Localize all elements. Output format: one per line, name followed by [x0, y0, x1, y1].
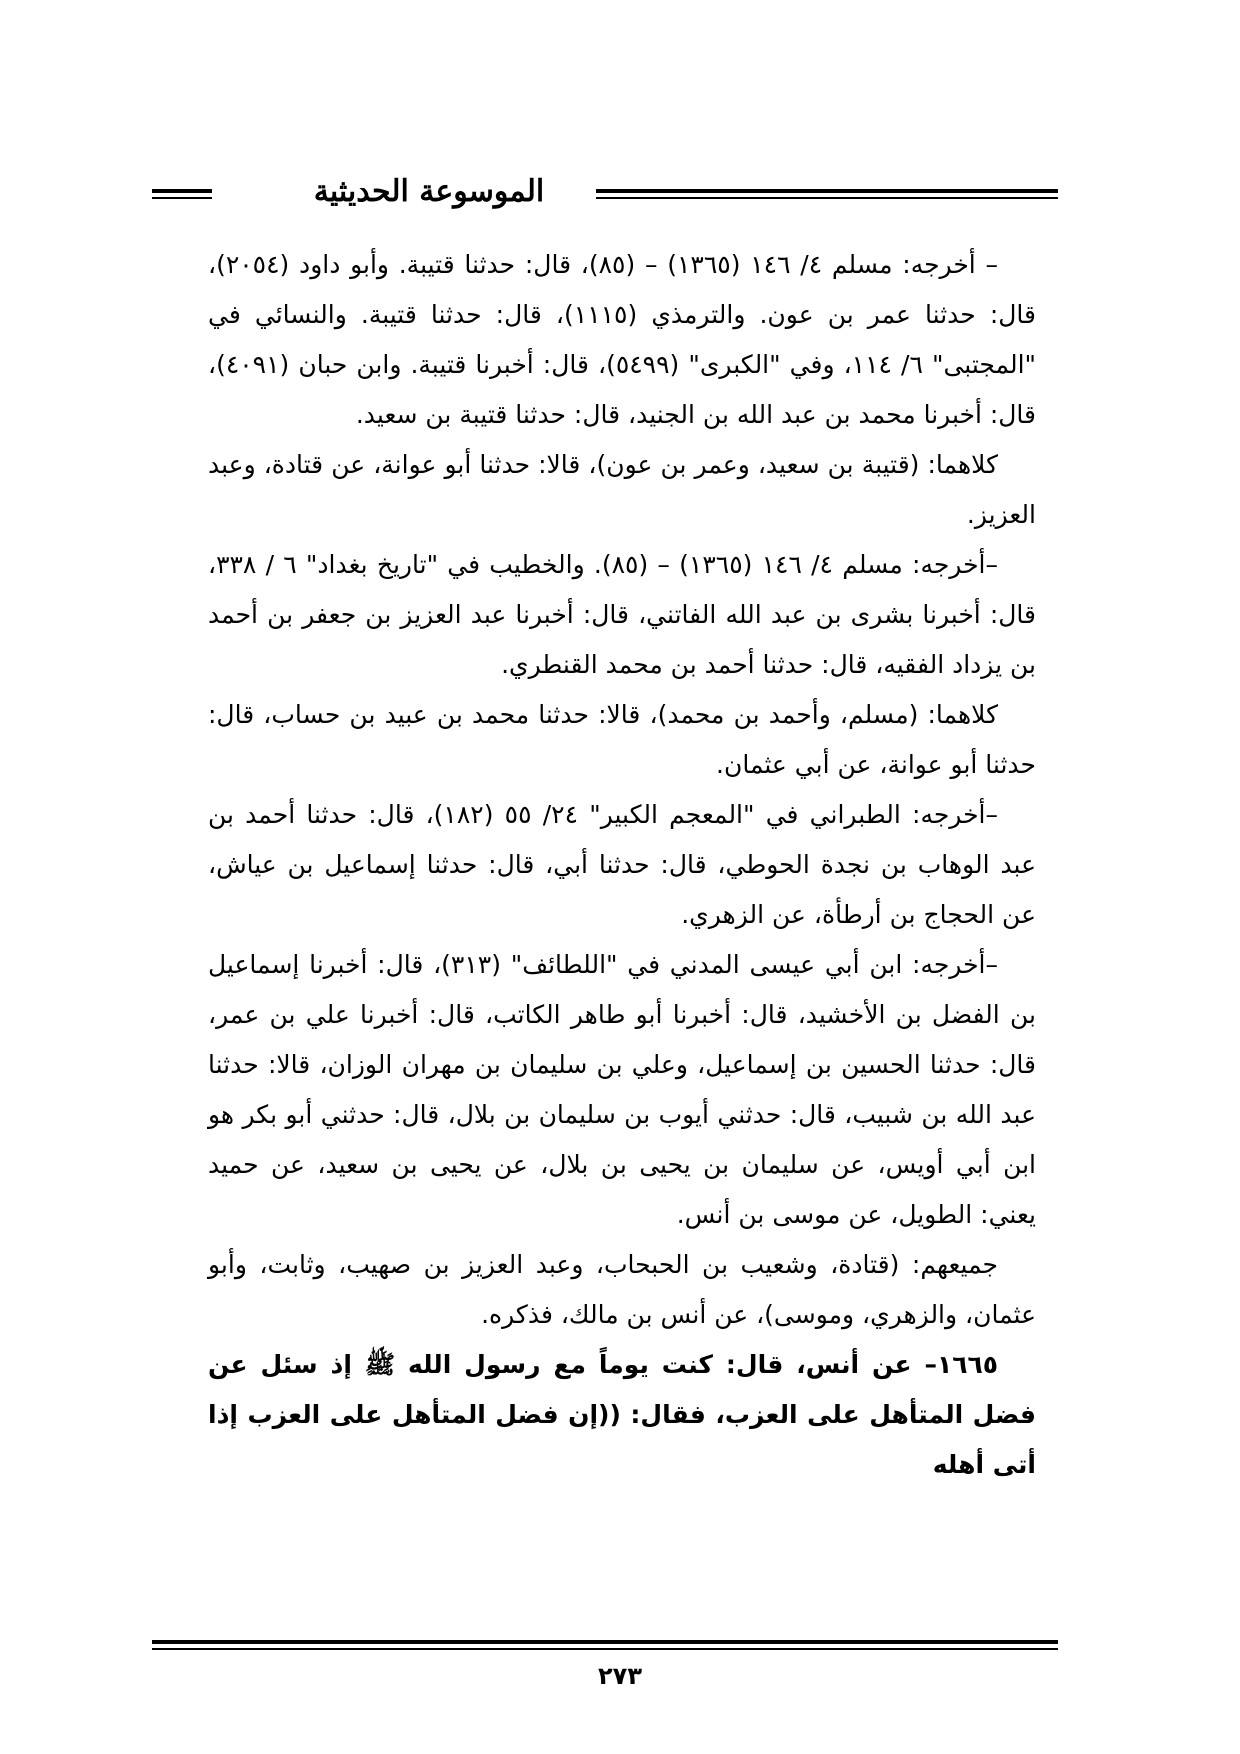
running-header: [152, 170, 1058, 214]
footer-rule: [152, 1640, 1058, 1650]
header-rule-right: [596, 189, 1058, 199]
page-number: ٢٧٣: [598, 1662, 642, 1690]
body-text: [208, 240, 1036, 1490]
paragraph-jamiuhum: جميعهم: (قتادة، وشعيب بن الحبحاب، وعبد العزيز بن صهيب، وثابت، وأبو عثمان، والزهري، وموسى)، عن أنس بن مالك، فذكره.: [208, 1250, 1036, 1329]
paragraph-takhrij-muslim-2: –أخرجه: مسلم ٤/ ١٤٦ (١٣٦٥) – (٨٥). والخطيب في "تاريخ بغداد" ٦ / ٣٣٨، قال: أخبرنا بشرى بن عبد الله الفاتني، قال: أخبرنا عبد العزيز بن جعفر بن أحمد بن يزداد الفقيه، قال: حدثنا أحمد بن محمد القنطري.: [208, 550, 1036, 679]
paragraph-hadith-1665: ١٦٦٥– عن أنس، قال: كنت يوماً مع رسول الله ﷺ إذ سئل عن فضل المتأهل على العزب، فقال: ((إن فضل المتأهل على العزب إذا أتى أهله: [208, 1350, 1036, 1479]
header-title: الموسوعة الحديثية: [313, 174, 545, 209]
paragraph-takhrij-ibn-abi-isa: –أخرجه: ابن أبي عيسى المدني في "اللطائف" (٣١٣)، قال: أخبرنا إسماعيل بن الفضل بن الأخشيد، قال: أخبرنا أبو طاهر الكاتب، قال: أخبرنا علي بن عمر، قال: حدثنا الحسين بن إسماعيل، وعلي بن سليمان بن مهران الوزان، قالا: حدثنا عبد الله بن شبيب، قال: حدثني أيوب بن سليمان بن بلال، قال: حدثني أبو بكر هو ابن أبي أويس، عن سليمان بن يحيى بن بلال، عن يحيى بن سعيد، عن حميد يعني: الطويل، عن موسى بن أنس.: [208, 950, 1036, 1229]
paragraph-kilahuma-2: كلاهما: (مسلم، وأحمد بن محمد)، قالا: حدثنا محمد بن عبيد بن حساب، قال: حدثنا أبو عوانة، عن أبي عثمان.: [208, 700, 1036, 779]
header-rule-left: [152, 189, 212, 199]
paragraph-takhrij-tabarani: –أخرجه: الطبراني في "المعجم الكبير" ٢٤/ ٥٥ (١٨٢)، قال: حدثنا أحمد بن عبد الوهاب بن نجدة الحوطي، قال: حدثنا أبي، قال: حدثنا إسماعيل بن عياش، عن الحجاج بن أرطأة، عن الزهري.: [208, 800, 1036, 929]
paragraph-kilahuma-1: كلاهما: (قتيبة بن سعيد، وعمر بن عون)، قالا: حدثنا أبو عوانة، عن قتادة، وعبد العزيز.: [208, 450, 1036, 529]
paragraph-takhrij-muslim-1: – أخرجه: مسلم ٤/ ١٤٦ (١٣٦٥) – (٨٥)، قال: حدثنا قتيبة. وأبو داود (٢٠٥٤)، قال: حدثنا عمر بن عون. والترمذي (١١١٥)، قال: حدثنا قتيبة. والنسائي في "المجتبى" ٦/ ١١٤، وفي "الكبرى" (٥٤٩٩)، قال: أخبرنا قتيبة. وابن حبان (٤٠٩١)، قال: أخبرنا محمد بن عبد الله بن الجنيد، قال: حدثنا قتيبة بن سعيد.: [208, 250, 1037, 429]
